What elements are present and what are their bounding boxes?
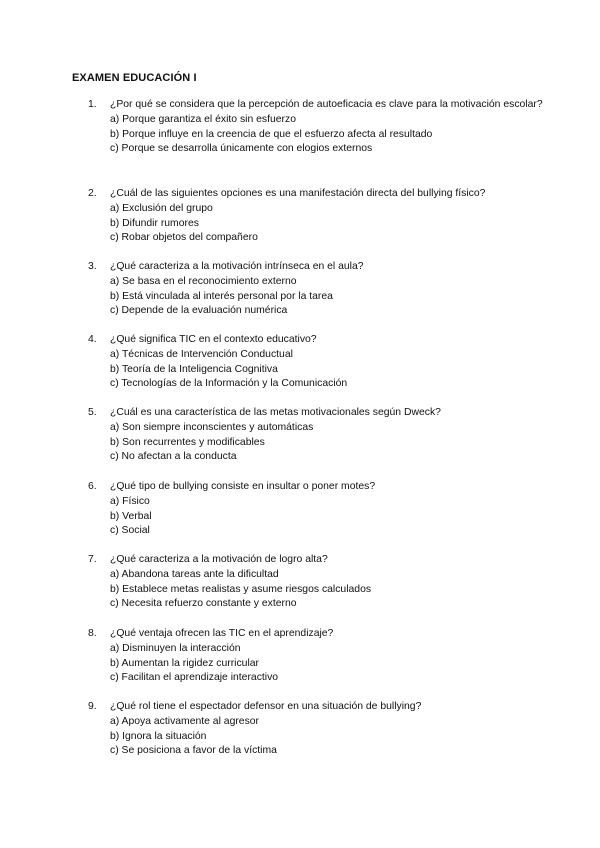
option-list [88, 495, 548, 539]
option-a: a) Porque garantiza el éxito sin esfuerzo [110, 113, 296, 125]
option-c: c) Necesita refuerzo constante y externo [110, 598, 297, 610]
option-a: a) Físico [110, 495, 150, 507]
question-text: ¿Qué tipo de bullying consiste en insultar o poner motes? [110, 481, 376, 492]
option-list [88, 568, 548, 612]
option-c: c) Robar objetos del compañero [110, 232, 258, 244]
option-a: a) Disminuyen la interacción [110, 642, 241, 654]
question-text: ¿Qué rol tiene el espectador defensor en una situación de bullying? [110, 701, 422, 712]
question-6 [88, 480, 548, 539]
option-b: b) Ignora la situación [110, 730, 207, 742]
option-c: c) Social [110, 525, 150, 537]
option-a: a) Exclusión del grupo [110, 202, 213, 214]
question-number: 8. [88, 628, 97, 639]
question-1 [88, 98, 548, 157]
question-number: 1. [88, 99, 97, 110]
question-4 [88, 333, 548, 392]
question-text: ¿Qué caracteriza a la motivación intrínseca en el aula? [110, 261, 364, 272]
question-3 [88, 260, 548, 319]
question-header [88, 700, 548, 715]
option-c: c) Porque se desarrolla únicamente con elogios externos [110, 143, 373, 155]
question-number: 3. [88, 261, 97, 272]
question-header [88, 480, 548, 495]
option-b: b) Aumentan la rigidez curricular [110, 657, 259, 669]
question-7 [88, 553, 548, 612]
option-list [88, 202, 548, 246]
option-list [88, 275, 548, 319]
option-b: b) Está vinculada al interés personal por la tarea [110, 290, 333, 302]
question-header [88, 553, 548, 568]
option-a: a) Se basa en el reconocimiento externo [110, 275, 297, 287]
question-header [88, 627, 548, 642]
option-a: a) Apoya activamente al agresor [110, 715, 260, 727]
option-list [88, 348, 548, 392]
option-b: b) Verbal [110, 510, 152, 522]
question-number: 5. [88, 407, 97, 418]
option-c: c) Facilitan el aprendizaje interactivo [110, 672, 279, 684]
question-text: ¿Qué caracteriza a la motivación de logro alta? [110, 554, 328, 565]
option-b: b) Teoría de la Inteligencia Cognitiva [110, 363, 278, 375]
option-a: a) Son siempre inconscientes y automáticas [110, 421, 314, 433]
option-a: a) Abandona tareas ante la dificultad [110, 568, 279, 580]
option-list [88, 113, 548, 157]
question-text: ¿Por qué se considera que la percepción de autoeficacia es clave para la motivación escolar? [110, 99, 543, 110]
option-c: c) Se posiciona a favor de la víctima [110, 745, 277, 757]
question-9 [88, 700, 548, 759]
option-b: b) Difundir rumores [110, 217, 199, 229]
question-number: 7. [88, 554, 97, 565]
question-2 [88, 187, 548, 246]
option-b: b) Son recurrentes y modificables [110, 436, 265, 448]
option-list [88, 642, 548, 686]
option-c: c) Tecnologías de la Información y la Comunicación [110, 378, 348, 390]
question-text: ¿Qué significa TIC en el contexto educativo? [110, 334, 317, 345]
question-header [88, 333, 548, 348]
question-header [88, 187, 548, 202]
question-text: ¿Cuál de las siguientes opciones es una manifestación directa del bullying físico? [110, 188, 486, 199]
question-8 [88, 627, 548, 686]
question-5 [88, 406, 548, 465]
question-text: ¿Qué ventaja ofrecen las TIC en el aprendizaje? [110, 628, 334, 639]
question-number: 6. [88, 481, 97, 492]
option-list [88, 421, 548, 465]
option-a: a) Técnicas de Intervención Conductual [110, 348, 293, 360]
question-header [88, 406, 548, 421]
option-list [88, 715, 548, 759]
option-b: b) Porque influye en la creencia de que el esfuerzo afecta al resultado [110, 128, 433, 140]
question-header [88, 98, 548, 113]
question-number: 2. [88, 188, 97, 199]
question-text: ¿Cuál es una característica de las metas motivacionales según Dweck? [110, 407, 441, 418]
exam-title: EXAMEN EDUCACIÓN I [72, 72, 197, 84]
question-header [88, 260, 548, 275]
question-number: 9. [88, 701, 97, 712]
option-b: b) Establece metas realistas y asume riesgos calculados [110, 583, 372, 595]
option-c: c) No afectan a la conducta [110, 451, 237, 463]
option-c: c) Depende de la evaluación numérica [110, 305, 288, 317]
question-number: 4. [88, 334, 97, 345]
